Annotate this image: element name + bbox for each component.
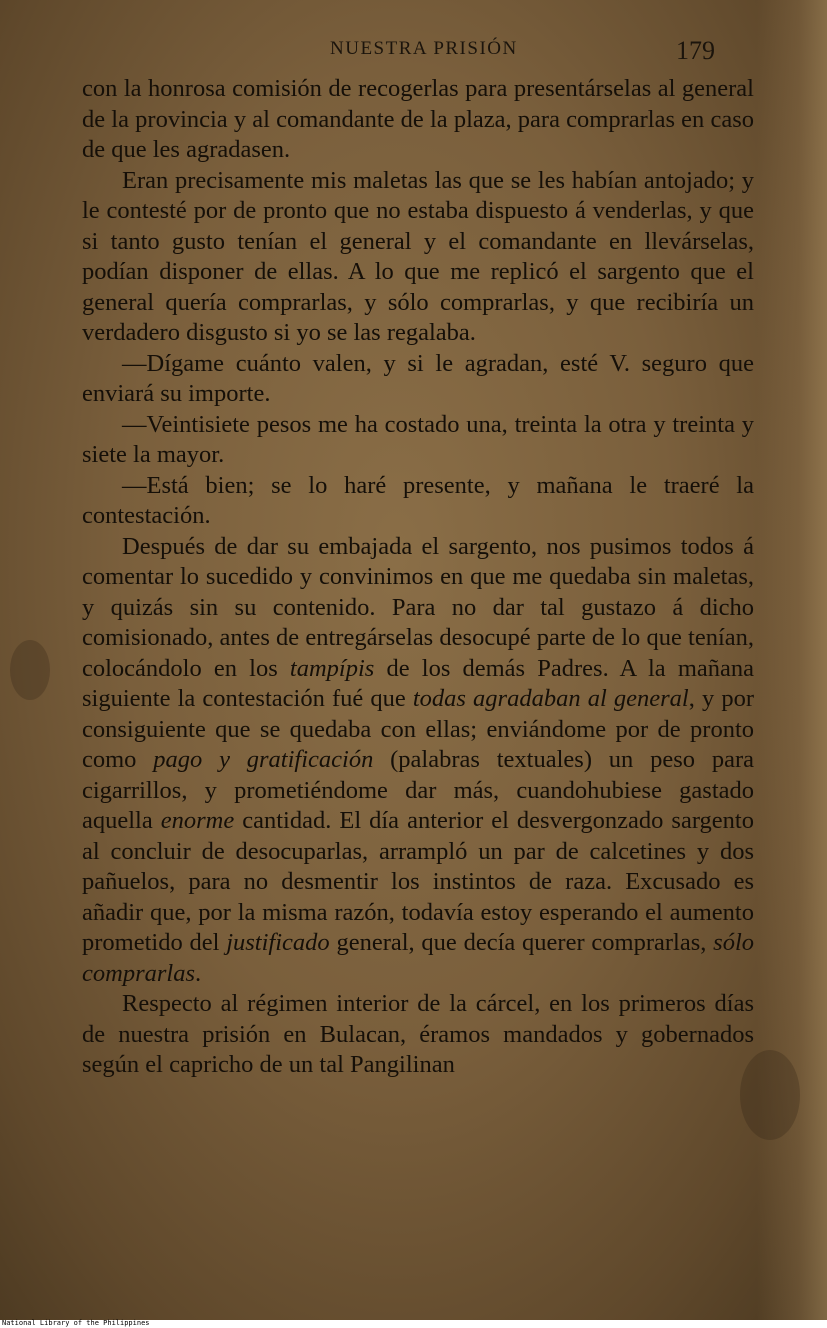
italic-phrase: todas agradaban al general [412,685,689,712]
italic-phrase: tampípis [289,654,375,682]
text-run: Después de dar su embajada el sargento, nos pusimos todos á comentar lo sucedido y convinimos en que me quedaba sin maletas, y quizás sin su contenido. Para no dar tal gustazo á dicho comisionado, antes de entregárselas desocupé parte de lo que tenían, colocándolo en los [82,532,754,682]
page-header [0,36,827,68]
paragraph [82,349,754,410]
paragraph [82,471,754,532]
italic-phrase: sólo comprarlas [82,929,754,987]
text-run: Eran precisamente mis maletas las que se les habían antojado; y le contesté por de pronto que no estaba dispuesto á venderlas, y que si tanto gusto tenían el general y el comandante en llevárselas, podían disponer de ellas. A lo que me replicó el sargento que el general quería comprarlas, y sólo comprarlas, y que recibiría un verdadero disgusto si yo se las regalaba. [82,166,754,346]
text-run: —Veintisiete pesos me ha costado una, treinta la otra y treinta y siete la mayor. [82,410,754,468]
paragraph [82,410,754,471]
paper-stain [10,640,50,700]
text-run: , y por consiguiente que se quedaba con ellas; enviándome por de pronto como [82,685,754,773]
text-run: (palabras textuales) un peso para cigarrillos, y prometiéndome dar más, cuandohubiese gastado aquella [82,746,754,834]
paragraph [82,74,754,166]
text-run: . [194,959,202,987]
page-number: 179 [676,36,715,65]
paragraph [82,166,754,349]
text-run: con la honrosa comisión de recogerlas para presentárselas al general de la provincia y al comandante de la plaza, para comprarlas en caso de que les agradasen. [82,75,754,163]
running-title: NUESTRA PRISIÓN [330,38,518,59]
italic-phrase: pago y gratificación [153,746,374,773]
body-text [82,74,754,1081]
text-run: general, que decía querer comprarlas, [329,929,714,956]
paragraph [82,532,754,990]
text-run: de los demás Padres. A la mañana siguiente la contestación fué que [82,654,754,712]
text-run: Respecto al régimen interior de la cárcel, en los primeros días de nuestra prisión en Bulacan, éramos mandados y gobernados según el capricho de un tal Pangilinan [82,990,754,1078]
italic-phrase: enorme [160,807,235,834]
italic-phrase: justificado [226,929,330,956]
text-run: —Dígame cuánto valen, y si le agradan, esté V. seguro que enviará su importe. [82,349,754,407]
text-run: cantidad. El día anterior el desvergonzado sargento al concluir de desocuparlas, arrampló un par de calcetines y dos pañuelos, para no desmentir los instintos de raza. Excusado es añadir que, por la misma razón, todavía estoy esperando el aumento prometido del [82,807,754,956]
paragraph [82,989,754,1081]
text-run: —Está bien; se lo haré presente, y mañana le traeré la contestación. [82,471,754,529]
library-credit: National Library of the Philippines [2,1319,150,1327]
